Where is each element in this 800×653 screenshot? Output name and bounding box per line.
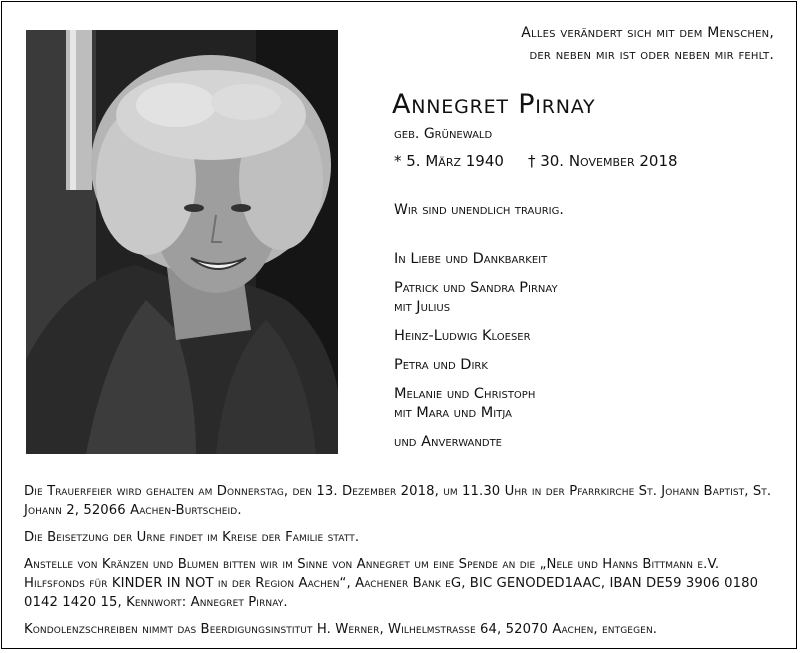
mourner-entry [394,279,558,317]
mourner-line: und Anverwandte [394,434,502,450]
mourner-line: Melanie und Christoph [394,386,536,402]
mourner-line: Patrick und Sandra Pirnay [394,280,558,296]
ceremony-text: Die Trauerfeier wird gehalten am Donnerstag, den 13. Dezember 2018, um 11.30 Uhr in der Pfarrkirche St. Johann Baptist, St. Johann 2, 52066 Aachen-Burtscheid. [24,484,772,518]
condolence-line: Wir sind unendlich traurig. [394,202,564,218]
death-date: † 30. November 2018 [527,152,678,170]
condolence-letters-text: Kondolenzschreiben nimmt das Beerdigungsinstitut H. Werner, Wilhelmstrasse 64, 52070 Aachen, entgegen. [24,622,658,637]
epigraph-quote [521,22,774,66]
burial-text: Die Beisetzung der Urne findet im Kreise der Familie statt. [24,530,360,545]
quote-line-2: der neben mir ist oder neben mir fehlt. [529,47,774,63]
life-dates [394,152,678,170]
mourners-list [394,250,558,462]
mourner-entry [394,327,558,346]
birth-name: geb. Grünewald [394,126,493,142]
mourners-intro: In Liebe und Dankbarkeit [394,251,548,267]
portrait-photo [26,30,338,454]
donation-text: Anstelle von Kränzen und Blumen bitten wir im Sinne von Annegret um eine Spende an die „Nele und Hanns Bittmann e.V. Hilfsfonds für KINDER IN NOT in der Region Aachen“, Aachener Bank eG, BIC GENODED1AAC, IBAN DE59 3906 0180 0142 1420 15, Kennwort: Annegret Pirnay. [24,557,759,610]
birth-date: * 5. März 1940 [394,152,504,170]
mourner-line: mit Mara und Mitja [394,405,512,421]
quote-line-1: Alles verändert sich mit dem Menschen, [521,25,774,41]
service-information [24,482,776,639]
mourner-line: mit Julius [394,299,451,315]
mourner-entry [394,385,558,423]
obituary-notice [1,1,797,649]
deceased-name: Annegret Pirnay [392,89,596,120]
mourner-line: Heinz-Ludwig Kloeser [394,328,531,344]
mourner-line: Petra und Dirk [394,357,488,373]
mourner-entry [394,433,558,452]
mourner-entry [394,356,558,375]
